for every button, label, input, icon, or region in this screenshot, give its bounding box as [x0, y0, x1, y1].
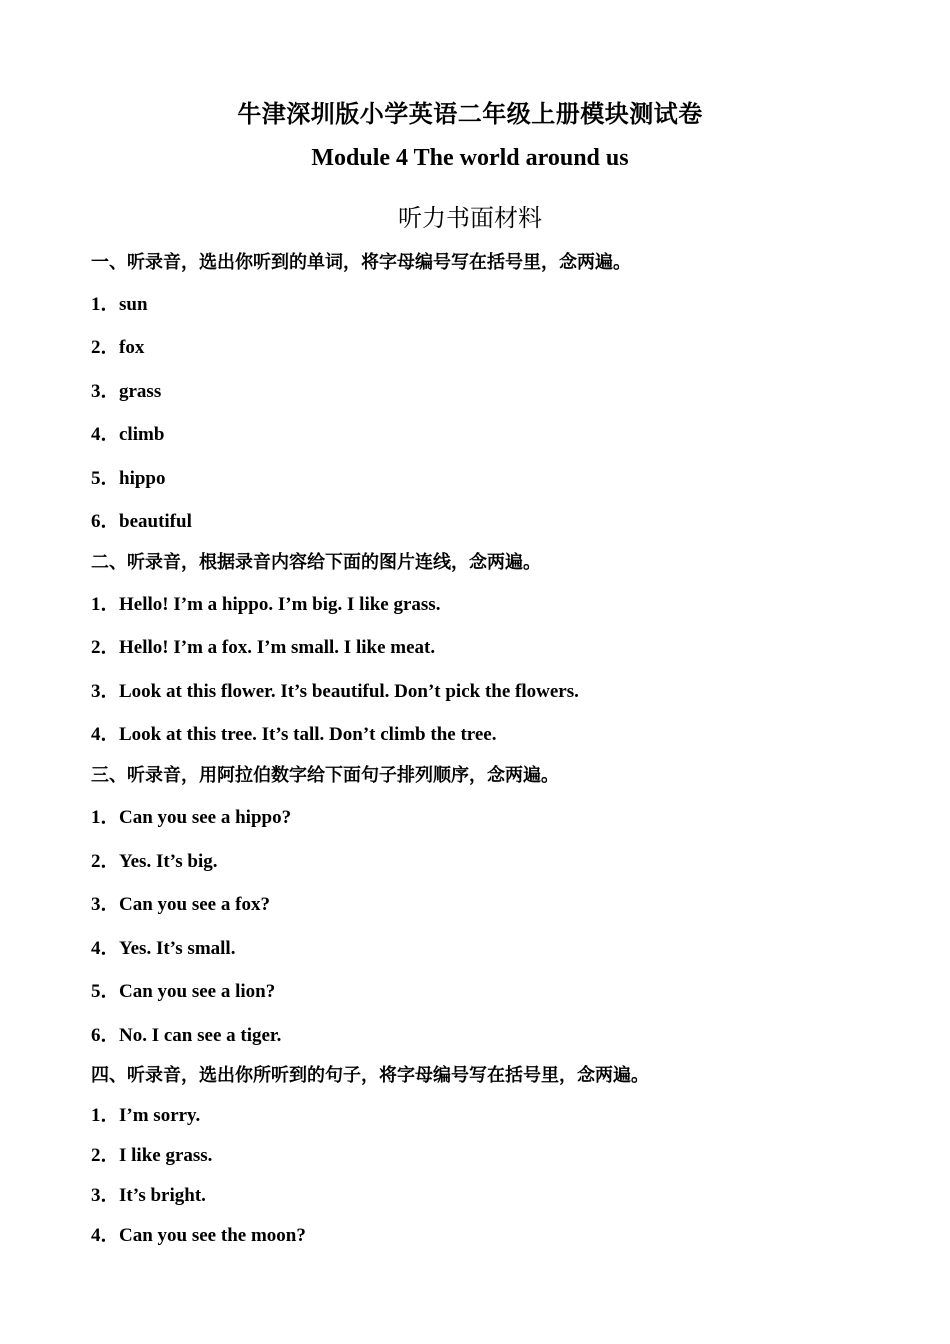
list-item: 4．Yes. It’s small. — [91, 938, 236, 959]
page-subtitle: 听力书面材料 — [398, 204, 542, 232]
list-item: 1．Hello! I’m a hippo. I’m big. I like grass. — [91, 594, 441, 615]
list-item: 6．beautiful — [91, 511, 192, 532]
list-item: 4．Look at this tree. It’s tall. Don’t climb the tree. — [91, 724, 497, 745]
list-item: 1．I’m sorry. — [91, 1105, 201, 1126]
list-item: 3．It’s bright. — [91, 1185, 206, 1206]
list-item: 2．fox — [91, 337, 145, 358]
list-item: 5．hippo — [91, 468, 166, 489]
page-title-chinese: 牛津深圳版小学英语二年级上册模块测试卷 — [237, 100, 703, 128]
section-heading-1: 一、听录音，选出你听到的单词，将字母编号写在括号里，念两遍。 — [91, 252, 631, 273]
section-heading-2: 二、听录音，根据录音内容给下面的图片连线，念两遍。 — [91, 552, 541, 573]
list-item: 2．I like grass. — [91, 1145, 213, 1166]
list-item: 1．sun — [91, 294, 148, 315]
list-item: 3．Can you see a fox? — [91, 894, 270, 915]
page-title-english: Module 4 The world around us — [311, 145, 629, 171]
list-item: 2．Hello! I’m a fox. I’m small. I like meat. — [91, 637, 436, 658]
list-item: 1．Can you see a hippo? — [91, 807, 292, 828]
list-item: 4．climb — [91, 424, 165, 445]
list-item: 3．Look at this flower. It’s beautiful. Don’t pick the flowers. — [91, 681, 579, 702]
list-item: 2．Yes. It’s big. — [91, 851, 218, 872]
section-heading-3: 三、听录音，用阿拉伯数字给下面句子排列顺序，念两遍。 — [91, 765, 559, 786]
list-item: 3．grass — [91, 381, 162, 402]
list-item: 6．No. I can see a tiger. — [91, 1025, 282, 1046]
section-heading-4: 四、听录音，选出你所听到的句子，将字母编号写在括号里，念两遍。 — [91, 1065, 649, 1086]
list-item: 5．Can you see a lion? — [91, 981, 276, 1002]
list-item: 4．Can you see the moon? — [91, 1225, 306, 1246]
